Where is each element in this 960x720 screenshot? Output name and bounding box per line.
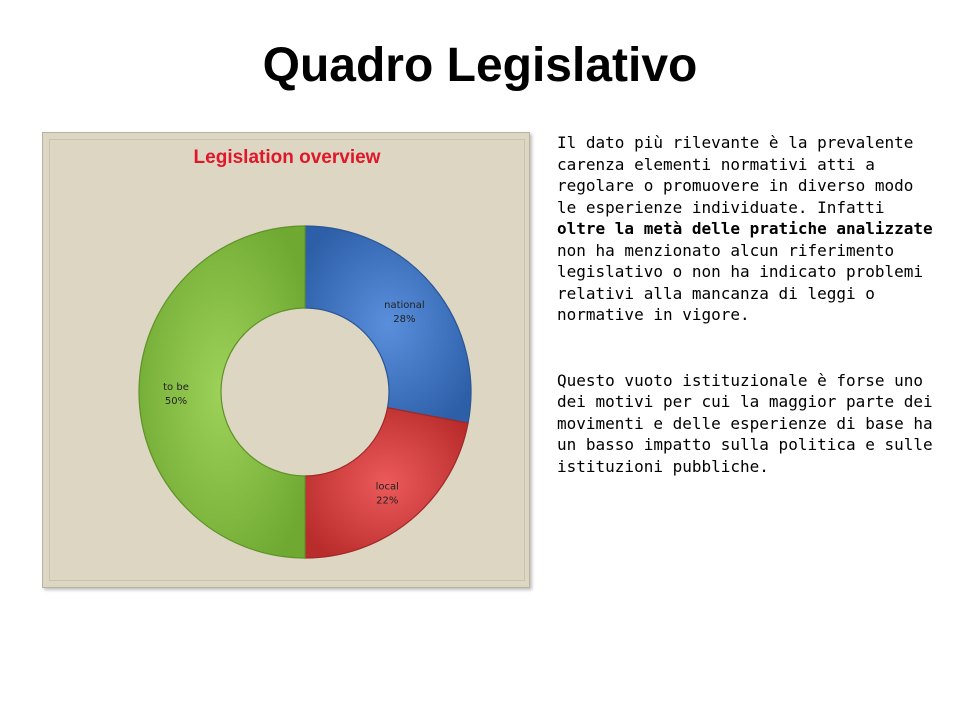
slide-title: Quadro Legislativo [262,39,698,92]
body-text [557,132,942,477]
paragraph-2: Questo vuoto istituzionale è forse uno dei motivi per cui la maggior parte dei movimenti e delle esperienze di base ha un basso impatto sulla politica e sulle istituzioni pubbliche. [557,370,933,476]
slice-label-value: 50% [164,396,188,407]
chart-container [42,132,530,588]
slice-label-name: to be [163,382,189,393]
paragraph-1 [557,132,942,326]
chart-title: Legislation overview [193,147,381,168]
paragraph-1-text: Il dato più rilevante è la prevalente carenza elementi normativi atti a regolare o promuovere in diverso modo le esperienze individuate. Infatti [557,133,914,217]
slice-label-value: 22% [376,495,399,507]
paragraph-1-text-end: non ha menzionato alcun riferimento legislativo o non ha indicato problemi relativi alla mancanza di leggi o normative in vigore. [557,240,924,324]
slice-label-name: local [375,481,399,493]
paragraph-1-emphasis: oltre la metà delle pratiche analizzate [557,219,933,238]
donut-chart [43,133,531,589]
slice-national [305,226,471,423]
slice-label-value: 28% [393,313,416,325]
slice-label-name: national [384,299,425,311]
